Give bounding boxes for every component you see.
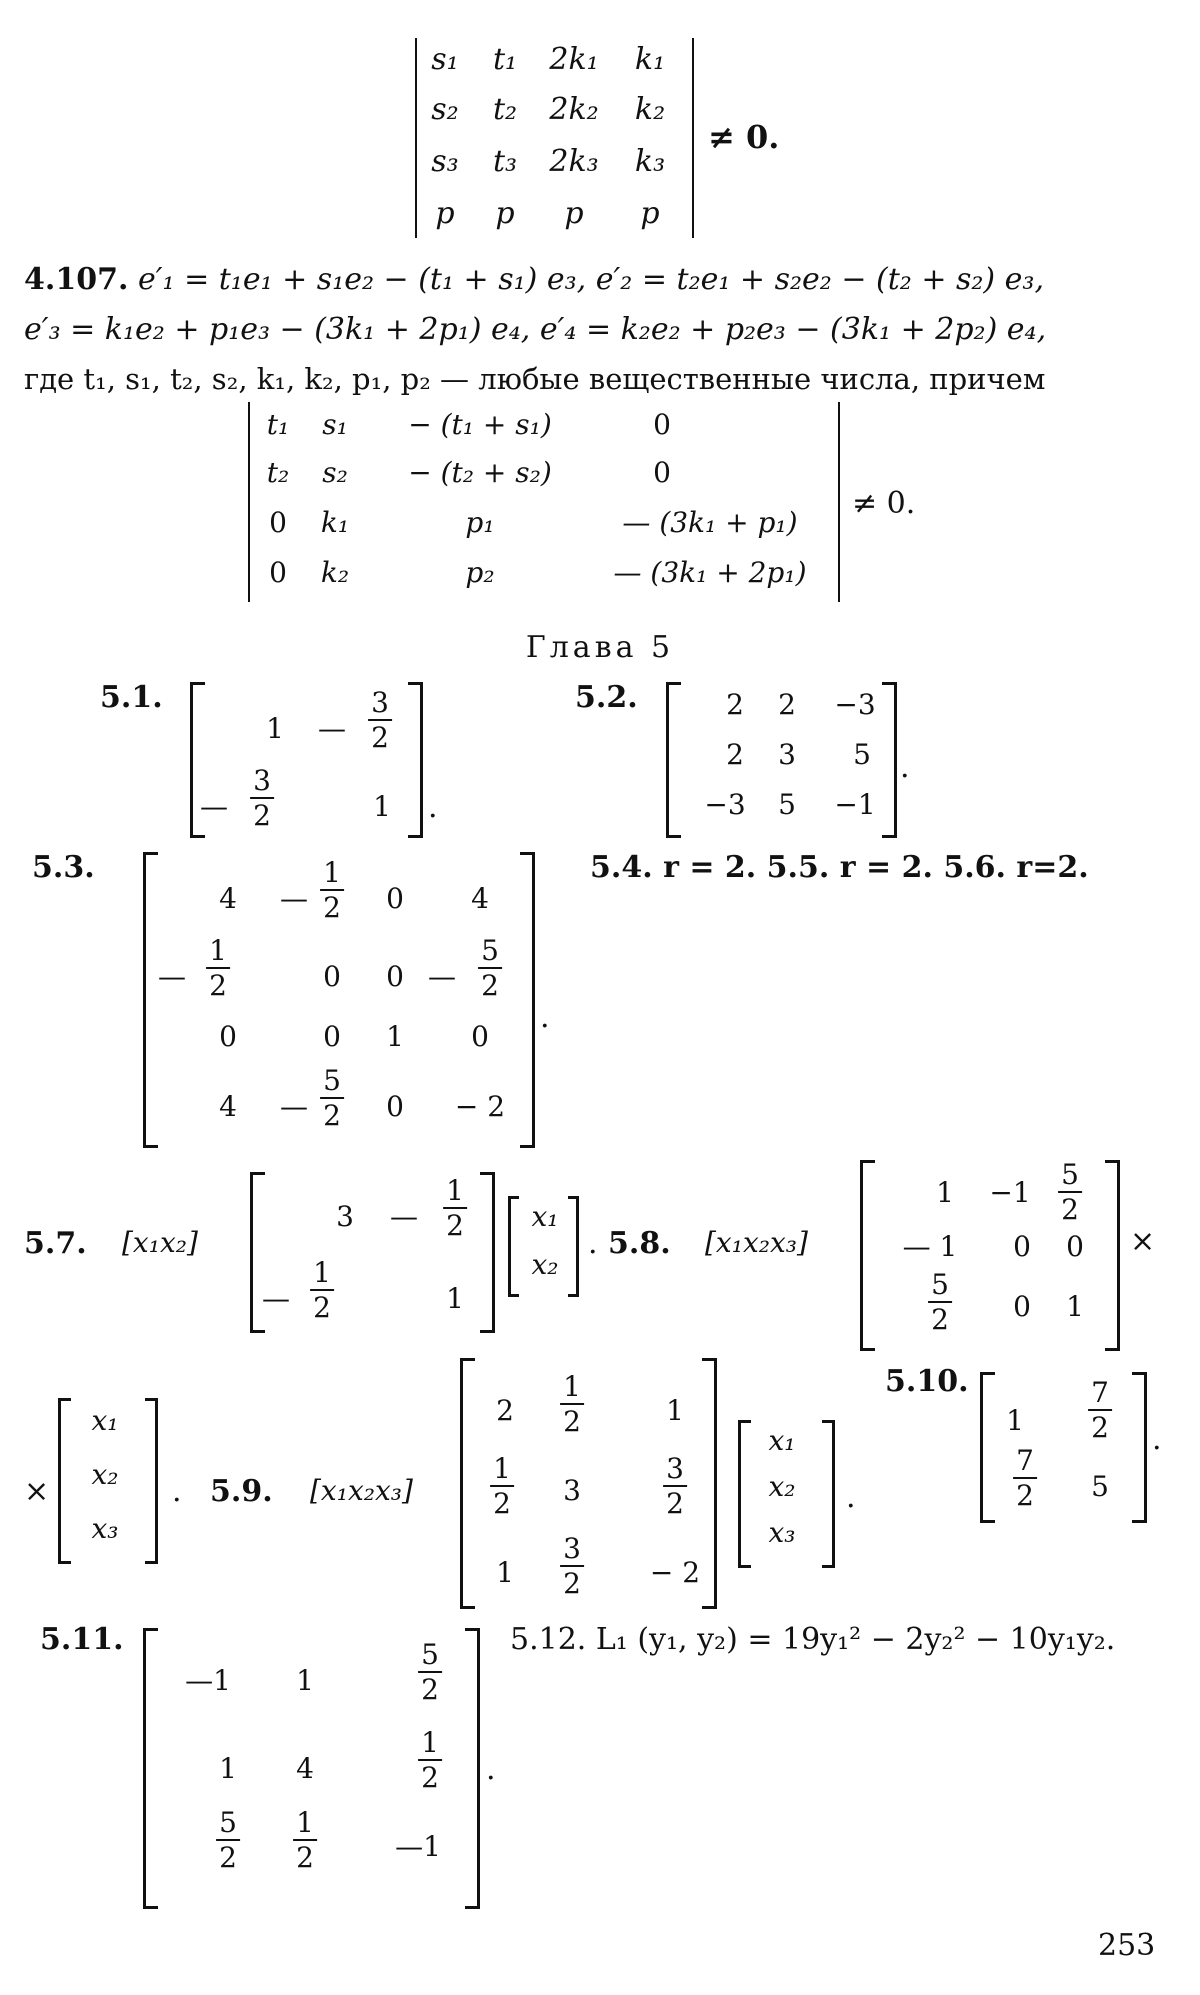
matrix-right-bracket xyxy=(480,1172,495,1333)
matrix-cell: 0 xyxy=(386,960,404,993)
det2-cell: − (t₁ + s₁) xyxy=(408,408,552,441)
math-glyph: 5 xyxy=(323,1064,341,1097)
det1-left-bar xyxy=(415,38,417,238)
matrix-cell: — xyxy=(200,790,228,823)
answer-label: 5.11. xyxy=(40,1622,124,1657)
math-glyph: 2 xyxy=(563,1567,581,1601)
math-glyph xyxy=(24,262,1044,297)
math-glyph: 2 xyxy=(421,1673,439,1707)
page-number: 253 xyxy=(1098,1928,1156,1963)
math-glyph: . xyxy=(428,790,438,825)
matrix-cell: 3 xyxy=(336,1200,354,1233)
matrix-cell: 0 xyxy=(386,882,404,915)
matrix-cell: 0 xyxy=(323,960,341,993)
det2-cell: — (3k₁ + 2p₁) xyxy=(613,556,807,589)
answer-label: 5.8. xyxy=(608,1226,671,1261)
matrix-left-bracket xyxy=(143,852,158,1148)
vector-left-bracket xyxy=(738,1420,751,1568)
math-glyph: — xyxy=(158,960,186,993)
math-glyph: 2 xyxy=(323,1099,341,1133)
math-glyph: 1 xyxy=(446,1174,464,1207)
matrix-cell: 1 xyxy=(936,1176,954,1209)
math-glyph: 2 xyxy=(493,1487,511,1521)
matrix-cell: −3 xyxy=(834,688,876,721)
fraction xyxy=(1058,1160,1082,1225)
answer-label: 5.9. xyxy=(210,1474,273,1509)
det1-cell: s₂ xyxy=(431,92,459,127)
row-vector-x1x2x3: [x₁x₂x₃] xyxy=(310,1474,413,1507)
matrix-cell: 2 xyxy=(778,688,796,721)
matrix-cell: 2 xyxy=(496,1394,514,1427)
math-glyph: 5 xyxy=(1061,1158,1079,1191)
math-glyph: 1 xyxy=(323,856,341,889)
math-glyph: 7 xyxy=(1091,1376,1109,1409)
chapter-heading: Глава 5 xyxy=(525,630,675,665)
answer-label: 5.3. xyxy=(32,850,95,885)
det1-cell: 2k₁ xyxy=(549,42,599,77)
problem-4-107-line2: e′₃ = k₁e₂ + p₁e₃ − (3k₁ + 2p₁) e₄, e′₄ = k₂e₂ + p₂e₃ − (3k₁ + 2p₂) e₄, xyxy=(24,312,1047,347)
det1-right-bar xyxy=(692,38,694,238)
math-glyph: 2 xyxy=(931,1303,949,1337)
det2-cell: t₁ xyxy=(266,408,290,441)
vector-cell: x₁ xyxy=(531,1200,559,1233)
det1-cell: k₁ xyxy=(634,42,666,77)
matrix-cell: 3 xyxy=(778,738,796,771)
answer-label: 5.7. xyxy=(24,1226,87,1261)
math-glyph: 2 xyxy=(563,1405,581,1439)
vector-left-bracket xyxy=(508,1196,519,1297)
matrix-cell: 2 xyxy=(726,738,744,771)
math-glyph: × xyxy=(1130,1224,1156,1259)
math-glyph: 5 xyxy=(481,934,499,967)
matrix-right-bracket xyxy=(408,682,423,838)
fraction xyxy=(560,1372,584,1437)
det1-cell: p xyxy=(495,196,515,231)
math-glyph: 2 xyxy=(446,1209,464,1243)
math-glyph: 3 xyxy=(563,1532,581,1565)
matrix-left-bracket xyxy=(460,1358,475,1609)
det2-cell: 0 xyxy=(269,506,287,539)
det1-cell: 2k₃ xyxy=(549,144,599,179)
row-vector-x1x2: [x₁x₂] xyxy=(122,1226,198,1259)
matrix-cell: 0 xyxy=(1013,1290,1031,1323)
matrix-cell: 1 xyxy=(266,712,284,745)
matrix-left-bracket xyxy=(980,1372,995,1523)
math-glyph: 1 xyxy=(313,1256,331,1289)
math-glyph: 2 xyxy=(209,969,227,1003)
math-glyph: 2 xyxy=(1016,1479,1034,1513)
det2-cell: 0 xyxy=(653,456,671,489)
math-glyph: . xyxy=(540,1000,550,1035)
matrix-cell: 1 xyxy=(446,1282,464,1315)
fraction xyxy=(250,766,274,831)
matrix-cell: 0 xyxy=(1013,1230,1031,1263)
problem-label: 4.107. xyxy=(24,262,129,297)
det2-cell: k₂ xyxy=(320,556,350,589)
problem-4-107-line3: где t₁, s₁, t₂, s₂, k₁, k₂, p₁, p₂ — любые вещественные числа, причем xyxy=(24,362,1046,396)
matrix-left-bracket xyxy=(666,682,681,838)
det2-cell: s₁ xyxy=(322,408,348,441)
matrix-cell: — xyxy=(318,712,346,745)
vector-left-bracket xyxy=(58,1398,71,1564)
det2-cell: k₁ xyxy=(320,506,350,539)
matrix-right-bracket xyxy=(1105,1160,1120,1351)
math-glyph: 1 xyxy=(421,1726,439,1759)
math-glyph: 1 xyxy=(209,934,227,967)
matrix-cell: −1 xyxy=(834,788,876,821)
math-glyph: 2 xyxy=(313,1291,331,1325)
matrix-cell: 0 xyxy=(323,1020,341,1053)
matrix-cell: 0 xyxy=(219,1020,237,1053)
matrix-right-bracket xyxy=(702,1358,717,1609)
fraction xyxy=(478,936,502,1001)
math-glyph: 7 xyxy=(1016,1444,1034,1477)
det2-cell: p₁ xyxy=(465,506,495,539)
matrix-right-bracket xyxy=(520,852,535,1148)
det2-right-bar xyxy=(838,402,840,602)
math-glyph: . xyxy=(588,1226,598,1261)
math-glyph: 1 xyxy=(296,1806,314,1839)
det1-cell: p xyxy=(640,196,660,231)
fraction xyxy=(320,1066,344,1131)
fraction xyxy=(663,1454,687,1519)
fraction xyxy=(216,1808,240,1873)
matrix-cell: − 2 xyxy=(454,1090,506,1123)
math-glyph: 2 xyxy=(219,1841,237,1875)
answer-5-12: 5.12. L₁ (y₁, y₂) = 19y₁² − 2y₂² − 10y₁y₂. xyxy=(510,1622,1116,1657)
answer-label: 5.10. xyxy=(885,1364,969,1399)
matrix-cell: 4 xyxy=(219,882,237,915)
math-glyph: 2 xyxy=(666,1487,684,1521)
det1-cell: k₂ xyxy=(634,92,666,127)
matrix-cell: 4 xyxy=(471,882,489,915)
problem-4-107-line1: e′₁ = t₁e₁ + s₁e₂ − (t₁ + s₁) e₃, e′₂ = t₂e₁ + s₂e₂ − (t₂ + s₂) e₃, xyxy=(137,262,1044,297)
math-glyph: 2 xyxy=(421,1761,439,1795)
matrix-right-bracket xyxy=(882,682,897,838)
fraction xyxy=(928,1270,952,1335)
det2-cell: 0 xyxy=(653,408,671,441)
vector-cell: x₂ xyxy=(91,1458,119,1491)
matrix-left-bracket xyxy=(143,1628,158,1909)
math-glyph: × xyxy=(24,1474,50,1509)
matrix-cell: — 1 xyxy=(902,1230,958,1263)
answers-5-4-to-5-6: 5.4. r = 2. 5.5. r = 2. 5.6. r=2. xyxy=(590,850,1089,885)
matrix-cell: −3 xyxy=(704,788,746,821)
matrix-cell: 4 xyxy=(219,1090,237,1123)
fraction xyxy=(1013,1446,1037,1511)
fraction xyxy=(206,936,230,1001)
fraction xyxy=(293,1808,317,1873)
math-glyph: 2 xyxy=(1091,1411,1109,1445)
math-glyph: 2 xyxy=(481,969,499,1003)
math-glyph: 2 xyxy=(323,891,341,925)
matrix-cell: 0 xyxy=(386,1090,404,1123)
matrix-cell: 1 xyxy=(373,790,391,823)
fraction xyxy=(490,1454,514,1519)
det2-suffix: ≠ 0. xyxy=(852,486,916,521)
vector-right-bracket xyxy=(145,1398,158,1564)
vector-right-bracket xyxy=(822,1420,835,1568)
det2-cell: p₂ xyxy=(465,556,495,589)
det1-cell: t₁ xyxy=(492,42,518,77)
matrix-cell: —1 xyxy=(395,1830,441,1863)
det2-cell: 0 xyxy=(269,556,287,589)
vector-cell: x₁ xyxy=(91,1404,119,1437)
det1-cell: 2k₂ xyxy=(549,92,599,127)
matrix-cell: − 2 xyxy=(649,1556,701,1589)
det1-cell: p xyxy=(435,196,455,231)
matrix-cell: 1 xyxy=(666,1394,684,1427)
math-glyph: 1 xyxy=(563,1370,581,1403)
answer-label: 5.2. xyxy=(575,680,638,715)
math-glyph: . xyxy=(1152,1422,1162,1457)
matrix-cell: 1 xyxy=(386,1020,404,1053)
matrix-cell: 1 xyxy=(1066,1290,1084,1323)
matrix-cell: 0 xyxy=(471,1020,489,1053)
matrix-cell: —1 xyxy=(185,1664,231,1697)
math-glyph: 2 xyxy=(296,1841,314,1875)
math-glyph: 5 xyxy=(421,1638,439,1671)
fraction xyxy=(418,1640,442,1705)
fraction xyxy=(560,1534,584,1599)
fraction xyxy=(418,1728,442,1793)
math-glyph: 5 xyxy=(931,1268,949,1301)
det1-cell: p xyxy=(564,196,584,231)
math-glyph: — xyxy=(280,882,308,915)
matrix-left-bracket xyxy=(860,1160,875,1351)
matrix-right-bracket xyxy=(465,1628,480,1909)
det2-cell: − (t₂ + s₂) xyxy=(408,456,552,489)
fraction xyxy=(1088,1378,1112,1443)
math-glyph: . xyxy=(846,1480,856,1515)
det1-cell: t₂ xyxy=(492,92,518,127)
math-glyph: 2 xyxy=(371,721,389,755)
matrix-cell: 1 xyxy=(219,1752,237,1785)
vector-cell: x₃ xyxy=(768,1516,796,1549)
math-glyph: . xyxy=(172,1474,182,1509)
matrix-cell: 0 xyxy=(1066,1230,1084,1263)
matrix-cell: 5 xyxy=(778,788,796,821)
det2-cell: — (3k₁ + p₁) xyxy=(622,506,798,539)
matrix-cell: 3 xyxy=(563,1474,581,1507)
math-glyph: 3 xyxy=(666,1452,684,1485)
matrix-cell: 1 xyxy=(1006,1404,1024,1437)
matrix-cell: −1 xyxy=(989,1176,1031,1209)
det1-cell: s₁ xyxy=(431,42,459,77)
vector-cell: x₃ xyxy=(91,1512,119,1545)
math-glyph: 3 xyxy=(371,686,389,719)
math-glyph: 3 xyxy=(253,764,271,797)
fraction xyxy=(443,1176,467,1241)
det2-cell: s₂ xyxy=(322,456,348,489)
row-vector-x1x2x3: [x₁x₂x₃] xyxy=(705,1226,808,1259)
vector-right-bracket xyxy=(568,1196,579,1297)
math-glyph: . xyxy=(900,750,910,785)
matrix-cell: 1 xyxy=(296,1664,314,1697)
matrix-cell: 1 xyxy=(496,1556,514,1589)
det1-cell: k₃ xyxy=(634,144,666,179)
fraction xyxy=(368,688,392,753)
fraction xyxy=(320,858,344,923)
det1-suffix: ≠ 0. xyxy=(708,118,780,156)
vector-cell: x₁ xyxy=(768,1424,796,1457)
math-glyph: 2 xyxy=(1061,1193,1079,1227)
matrix-right-bracket xyxy=(1132,1372,1147,1523)
det1-cell: s₃ xyxy=(431,144,459,179)
math-glyph: — xyxy=(390,1200,418,1233)
math-glyph: 5 xyxy=(219,1806,237,1839)
math-glyph: 2 xyxy=(253,799,271,833)
math-glyph: — xyxy=(280,1090,308,1123)
matrix-cell: 5 xyxy=(1091,1470,1109,1503)
vector-cell: x₂ xyxy=(768,1470,796,1503)
matrix-cell: 4 xyxy=(296,1752,314,1785)
det1-cell: t₃ xyxy=(492,144,518,179)
math-glyph: . xyxy=(486,1752,496,1787)
answer-label: 5.1. xyxy=(100,680,163,715)
math-glyph: 1 xyxy=(493,1452,511,1485)
vector-cell: x₂ xyxy=(531,1248,559,1281)
matrix-cell: 5 xyxy=(853,738,871,771)
fraction xyxy=(310,1258,334,1323)
det2-cell: t₂ xyxy=(266,456,290,489)
det2-left-bar xyxy=(248,402,250,602)
math-glyph: — xyxy=(262,1282,290,1315)
math-glyph: — xyxy=(428,960,456,993)
matrix-cell: 2 xyxy=(726,688,744,721)
